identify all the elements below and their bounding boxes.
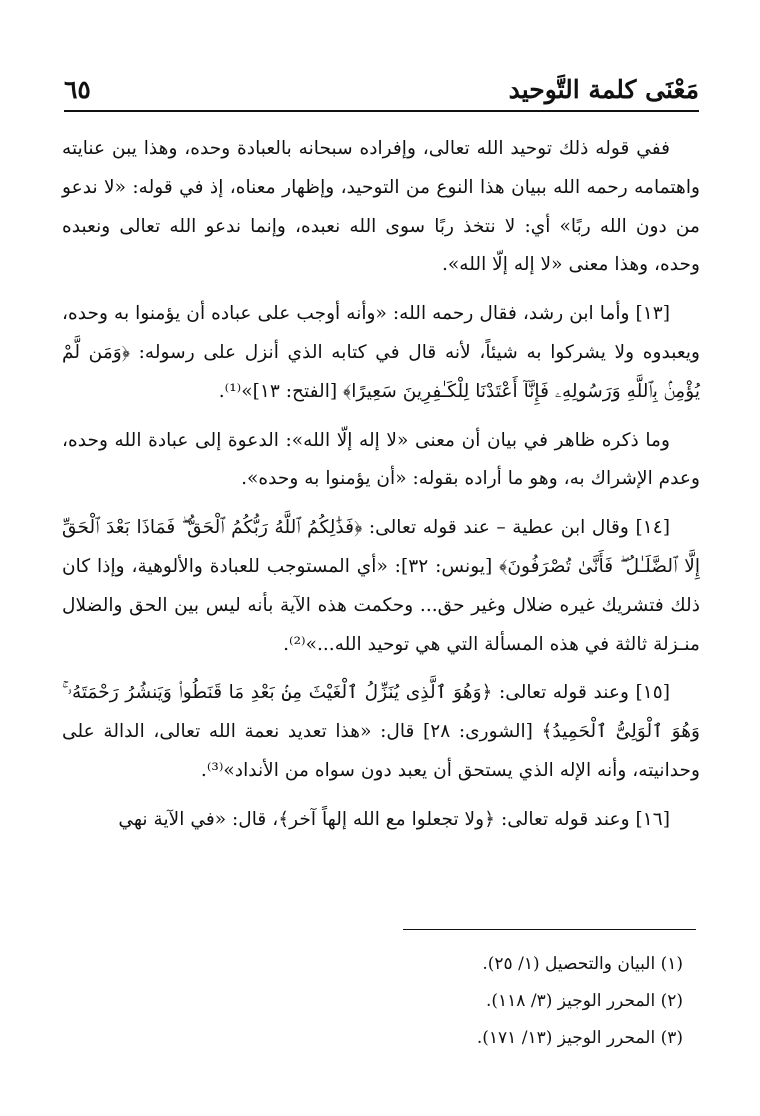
footnote-separator [403, 929, 696, 930]
footnote: (٣) المحرر الوجيز (١٣/ ١٧١). [476, 1028, 683, 1048]
paragraph: [١٥] وعند قوله تعالى: ﴿وَهُوَ ٱلَّذِى يُنَزِّلُ ٱلْغَيْثَ مِنۢ بَعْدِ مَا قَنَطُوا۟ وَيَنشُرُ رَحْمَتَهُۥ ۚ وَهُوَ ٱلْوَلِىُّ ٱلْحَمِيدُ﴾ [الشورى: ٢٨] قال: «هذا تعديد نعمة الله تعالى، الدالة على وحدانيته، وأنه الإله الذي يستحق أن يعبد دون سواه من الأنداد»⁽³⁾. [62, 682, 700, 781]
paragraph: [١٣] وأما ابن رشد، فقال رحمه الله: «وأنه أوجب على عباده أن يؤمنوا به وحده، ويعبدوه ولا يشركوا به شيئاً، لأنه قال في كتابه الذي أنزل على رسوله: ﴿وَمَن لَّمْ يُؤْمِنۢ بِٱللَّهِ وَرَسُولِهِۦ فَإِنَّآ أَعْتَدْنَا لِلْكَـٰفِرِينَ سَعِيرًا﴾ [الفتح: ١٣]»⁽¹⁾. [62, 303, 700, 402]
paragraph: وما ذكره ظاهر في بيان أن معنى «لا إله إلّا الله»: الدعوة إلى عبادة الله وحده، وعدم الإشراك به، وهو ما أراده بقوله: «أن يؤمنوا به وحده». [62, 429, 700, 490]
running-title: مَعْنَى كلمة التَّوحيد [508, 75, 699, 104]
paragraph: [١٦] وعند قوله تعالى: ﴿ولا تجعلوا مع الله إلهاً آخر﴾، قال: «في الآية نهي [118, 808, 670, 830]
paragraph: [١٤] وقال ابن عطية – عند قوله تعالى: ﴿فَذَٰلِكُمُ ٱللَّهُ رَبُّكُمُ ٱلْحَقُّ ۖ فَمَاذَا بَعْدَ ٱلْحَقِّ إِلَّا ٱلضَّلَـٰلُ ۖ فَأَنَّىٰ تُصْرَفُونَ﴾ [يونس: ٣٢]: «أي المستوجب للعبادة والألوهية، وإذا كان ذلك فتشريك غيره ضلال وغير حق... وحكمت هذه الآية بأنه ليس بين الحق والضلال منـزلة ثالثة في هذه المسألة التي هي توحيد الله...»⁽²⁾. [62, 517, 700, 655]
page-header [64, 72, 699, 112]
footnote: (١) البيان والتحصيل (١/ ٢٥). [482, 954, 683, 974]
footnote: (٢) المحرر الوجيز (٣/ ١١٨). [486, 991, 683, 1011]
main-text [62, 130, 700, 850]
page-number: ٦٥ [64, 75, 91, 104]
paragraph: ففي قوله ذلك توحيد الله تعالى، وإفراده سبحانه بالعبادة وحده، وهذا يبن عنايته واهتمامه رحمه الله ببيان هذا النوع من التوحيد، وإظهار معناه، إذ في قوله: «لا ندعو من دون الله ربًا» أي: لا نتخذ ربًا سوى الله نعبده، وإنما ندعو الله تعالى ونعبده وحده، وهذا معنى «لا إله إلّا الله». [62, 138, 700, 276]
footnotes [64, 946, 699, 1057]
